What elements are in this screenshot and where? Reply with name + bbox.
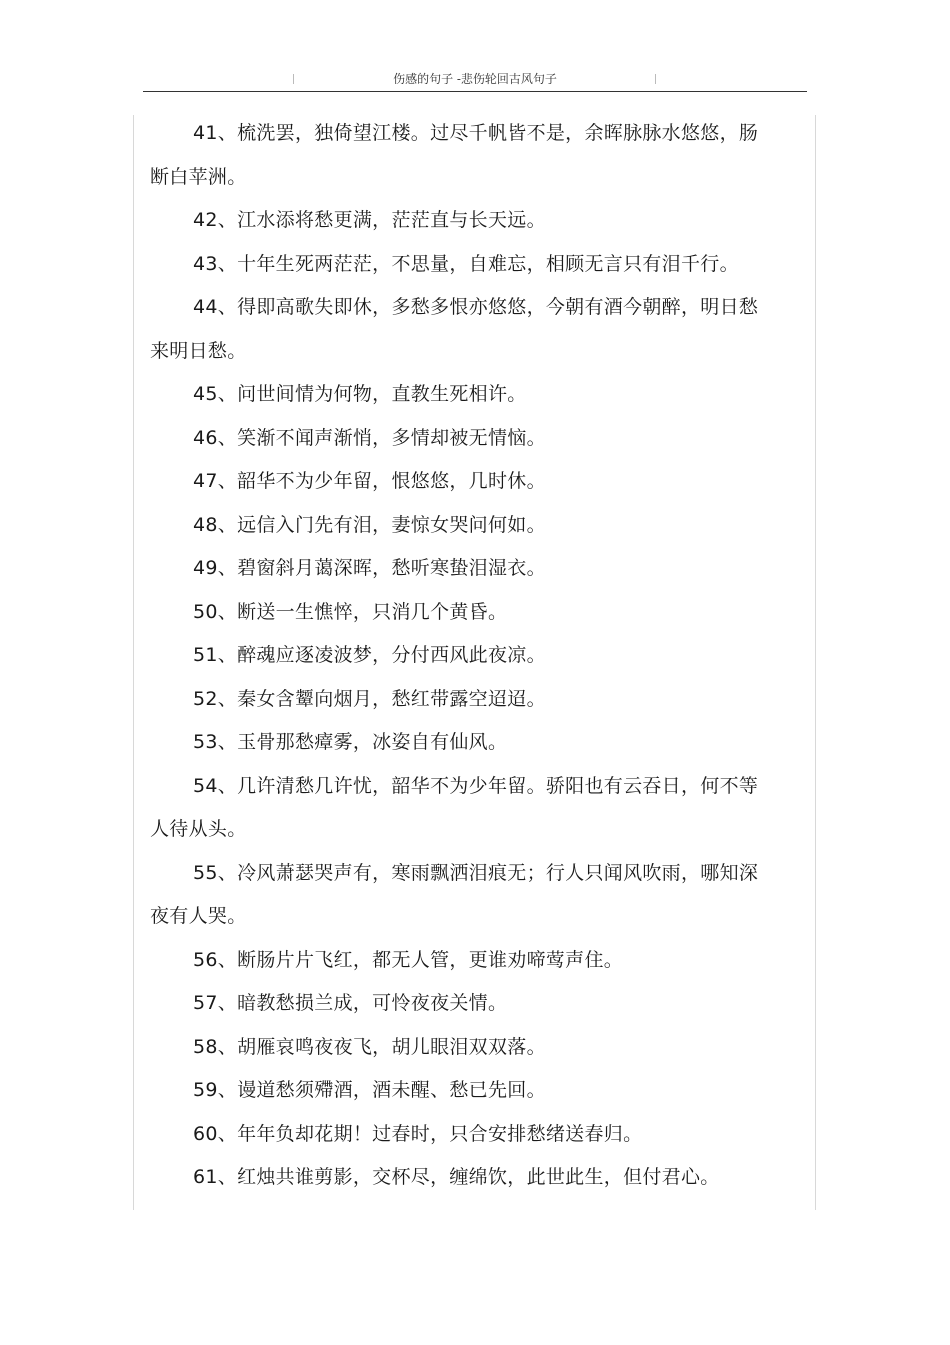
sentence-item-44: 44、得即高歌失即休，多愁多恨亦悠悠，今朝有酒今朝醉，明日愁来明日愁。	[150, 296, 759, 362]
sentence-item-47: 47、韶华不为少年留，恨悠悠，几时休。	[193, 470, 546, 492]
sentence-item-53: 53、玉骨那愁瘴雾，冰姿自有仙风。	[193, 731, 508, 753]
sentence-item-51: 51、醉魂应逐凌波梦，分付西风此夜凉。	[193, 644, 546, 666]
sentence-item-61: 61、红烛共谁剪影，交杯尽，缠绵饮，此世此生，但付君心。	[193, 1166, 720, 1188]
page-header	[143, 64, 807, 92]
sentence-item-45: 45、问世间情为何物，直教生死相许。	[193, 383, 527, 405]
sentence-item-41: 41、梳洗罢，独倚望江楼。过尽千帆皆不是，余晖脉脉水悠悠，肠断白苹洲。	[150, 122, 759, 188]
sentence-item-50: 50、断送一生憔悴，只消几个黄昏。	[193, 600, 508, 623]
sentence-item-48: 48、远信入门先有泪，妻惊女哭问何如。	[193, 513, 546, 536]
sentence-item-58: 58、胡雁哀鸣夜夜飞，胡儿眼泪双双落。	[193, 1035, 546, 1058]
sentence-item-56: 56、断肠片片飞红，都无人管，更谁劝啼莺声住。	[193, 948, 624, 971]
sentence-item-54: 54、几许清愁几许忧，韶华不为少年留。骄阳也有云吞日，何不等人待从头。	[150, 774, 759, 840]
sentence-item-59: 59、谩道愁须殢酒，酒未醒、愁已先回。	[193, 1079, 546, 1101]
sentence-item-52: 52、秦女含颦向烟月，愁红带露空迢迢。	[193, 687, 546, 710]
frame-right-border	[815, 115, 816, 1210]
header-title: 伤感的句子 -悲伤轮回古风句子	[393, 72, 557, 86]
frame-left-border	[133, 115, 134, 1210]
sentence-item-46: 46、笑渐不闻声渐悄，多情却被无情恼。	[193, 426, 546, 449]
document-body	[150, 112, 770, 1200]
sentence-item-57: 57、暗教愁损兰成，可怜夜夜关情。	[193, 992, 508, 1014]
sentence-item-49: 49、碧窗斜月蔼深晖，愁听寒蛰泪湿衣。	[193, 557, 546, 579]
sentence-item-43: 43、十年生死两茫茫，不思量，自难忘，相顾无言只有泪千行。	[193, 252, 739, 275]
sentence-item-42: 42、江水添将愁更满，茫茫直与长天远。	[193, 209, 546, 231]
sentence-item-55: 55、冷风萧瑟哭声有，寒雨飘洒泪痕无；行人只闻风吹雨，哪知深夜有人哭。	[150, 861, 759, 927]
sentence-item-60: 60、年年负却花期！过春时，只合安排愁绪送春归。	[193, 1122, 643, 1145]
